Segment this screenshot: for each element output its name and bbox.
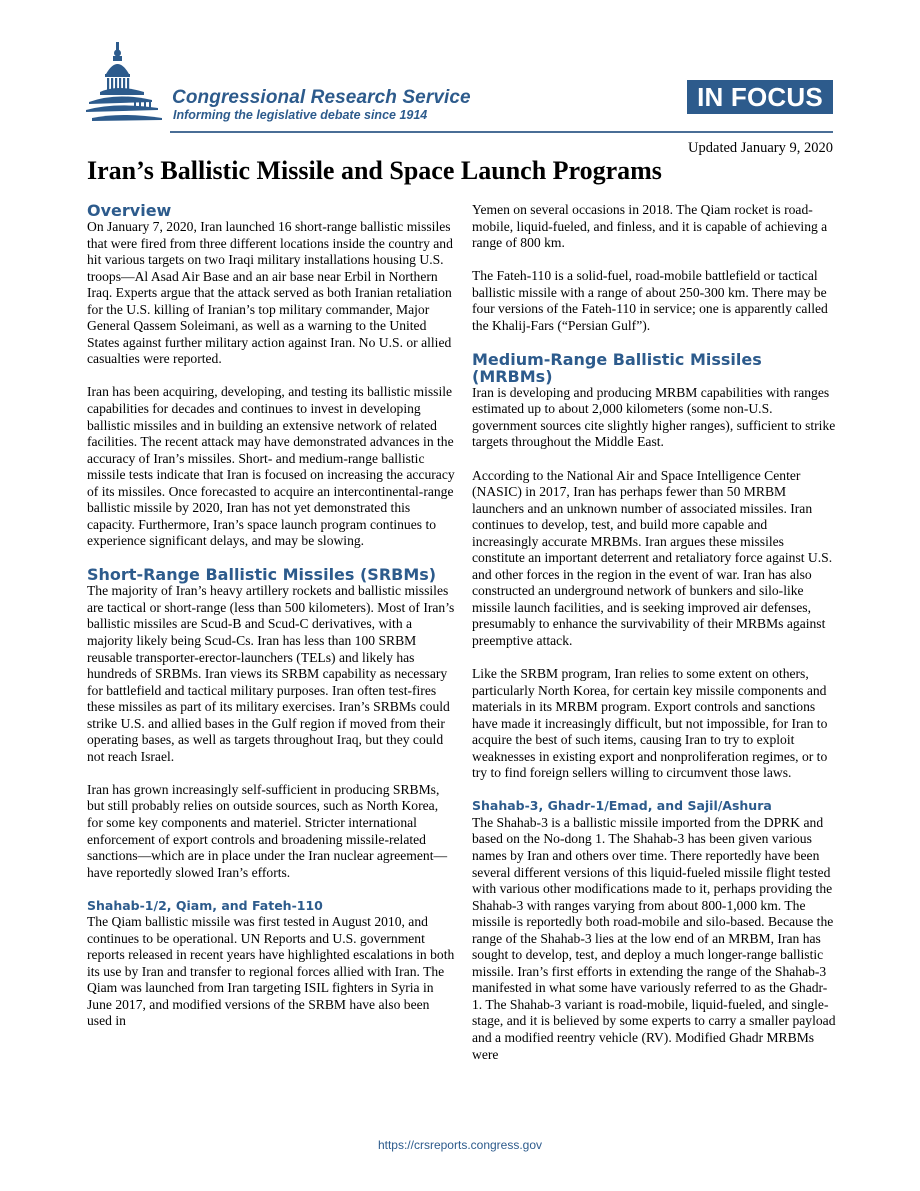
paragraph: The Qiam ballistic missile was first tested in August 2010, and continues to be operational. UN Reports and U.S. government reports released in recent years have highlighted escalations in both its use by Iran and transfer to regional forces allied with Iran. The Qiam was launched from Iran targeting ISIL fighters in Syria in June 2017, and modified versions of the SRBM have also been used in [87,914,455,1029]
paragraph: On January 7, 2020, Iran launched 16 short-range ballistic missiles that were fired from three different locations inside the country and hit various targets on two Iraqi military installations housing U.S. troops—Al Asad Air Base and an air base near Erbil in Northern Iraq. Experts argue that the attack served as both Iranian retaliation for the U.S. killing of Iranian’s top military commander, Major General Qassem Soleimani, as well as a warning to the United States against further military action against Iran. No U.S. or allied casualties were reported. [87,219,453,367]
org-name: Congressional Research Service [172,87,471,108]
paragraph: The majority of Iran’s heavy artillery rockets and ballistic missiles are tactical or short-range (less than 500 kilometers). Most of Iran’s ballistic missiles are Scud-B and Scud-C derivatives, with a majority likely being Scud-Cs. Iran has less than 100 SRBM reusable transporter-erector-launchers (TELs) and likely has hundreds of SRBMs. Iran views its SRBM capability as necessary for battlefield and tactical military purposes. Iran often test-fires these missiles as part of its military exercises. Iran’s SRBMs could strike U.S. and allied bases in the Gulf region if moved from their operating bases, as well as targets throughout Iraq, but they could not reach Israel. [87,583,455,764]
header-divider [170,131,833,133]
paragraph: According to the National Air and Space Intelligence Center (NASIC) in 2017, Iran has perhaps fewer than 50 MRBM launchers and an unknown number of associated missiles. Iran continues to develop, test, and build more capable and increasingly accurate MRBMs. Iran argues these missiles constitute an important deterrent and retaliatory force against U.S. and other forces in the region in the event of war. Iran has also constructed an underground network of bunkers and silo-like missile launch facilities, and is seeking improved air defenses, presumably to enhance the survivability of their MRBMs against preemptive attack. [472,467,833,648]
subsection-heading-shahab-3: Shahab-3, Ghadr-1/Emad, and Sajil/Ashura [472,798,772,814]
paragraph: The Shahab-3 is a ballistic missile imported from the DPRK and based on the No-dong 1. The Shahab-3 has been given various names by Iran and others over time. There reportedly have been several different versions of this liquid-fueled missile flight tested with various other modifications made to it, perhaps providing the Shahab-3 with ranges varying from about 800-1,000 km. The missile is reportedly both road-mobile and silo-based. Because the range of the Shahab-3 lies at the low end of an MRBM, Iran has sought to develop, test, and deploy a much longer-range ballistic missile. Iran’s first efforts in extending the range of the Shahab-3 manifested in what some have variously referred to as the Ghadr-1. The Shahab-3 variant is road-mobile, liquid-fueled, and single-stage, and it is believed by some experts to carry a smaller payload and a modified reentry vehicle (RV). Modified Ghadr MRBMs were [472,814,836,1062]
capitol-dome-logo [86,40,168,126]
org-tagline: Informing the legislative debate since 1914 [173,108,428,122]
paragraph: Iran has grown increasingly self-sufficient in producing SRBMs, but still probably relies on outside sources, such as North Korea, for some key components and materiel. Stricter international enforcement of export controls and broadening missile-related sanctions—which are in place under the Iran nuclear agreement—have reportedly slowed Iran’s efforts. [87,781,448,880]
paragraph: Iran has been acquiring, developing, and testing its ballistic missile capabilities for decades and continues to invest in developing ballistic missiles and in building an extensive network of related facilities. The recent attack may have demonstrated advances in the accuracy of Iran’s missiles. Short- and medium-range ballistic missile tests indicate that Iran is focused on increasing the accuracy of its missiles. Once forecasted to acquire an intercontinental-range ballistic missile by 2020, Iran has not yet demonstrated this capacity. Furthermore, Iran’s space launch program continues to experience significant delays, and may be slowing. [87,384,455,549]
paragraph: Like the SRBM program, Iran relies to some extent on others, particularly North Korea, for certain key missile components and materials in its MRBM program. Export controls and sanctions have made it increasingly difficult, but not impossible, for Iran to acquire the best of such items, causing Iran to try to exploit weaknesses in existing export and nonproliferation regimes, or to try to find foreign sellers willing to circumvent those laws. [472,666,828,781]
page-header [0,0,920,156]
footer-url-link[interactable]: https://crsreports.congress.gov [377,1138,543,1152]
paragraph: The Fateh-110 is a solid-fuel, road-mobile battlefield or tactical ballistic missile with a range of about 250-300 km. There may be four versions of the Fateh-110 in service; one is apparently called the Khalij-Fars (“Persian Gulf”). [472,268,828,333]
section-heading-mrbm: Medium-Range Ballistic Missiles (MRBMs) [472,349,762,386]
subsection-heading-shahab-1-2: Shahab-1/2, Qiam, and Fateh-110 [87,897,323,913]
section-heading-srbm: Short-Range Ballistic Missiles (SRBMs) [87,565,437,585]
in-focus-badge: IN FOCUS [687,80,833,114]
section-heading-overview: Overview [87,201,172,220]
page-title: Iran’s Ballistic Missile and Space Launch Programs [87,156,662,185]
paragraph: Yemen on several occasions in 2018. The Qiam rocket is road-mobile, liquid-fueled, and finless, and it is capable of achieving a range of 800 km. [472,202,828,251]
paragraph: Iran is developing and producing MRBM capabilities with ranges estimated up to about 2,000 kilometers (some non-U.S. government sources cite slightly higher ranges), sufficient to strike targets throughout the Middle East. [472,384,836,450]
left-column [87,202,455,1047]
updated-date: Updated January 9, 2020 [688,140,833,156]
right-column [472,202,836,1080]
